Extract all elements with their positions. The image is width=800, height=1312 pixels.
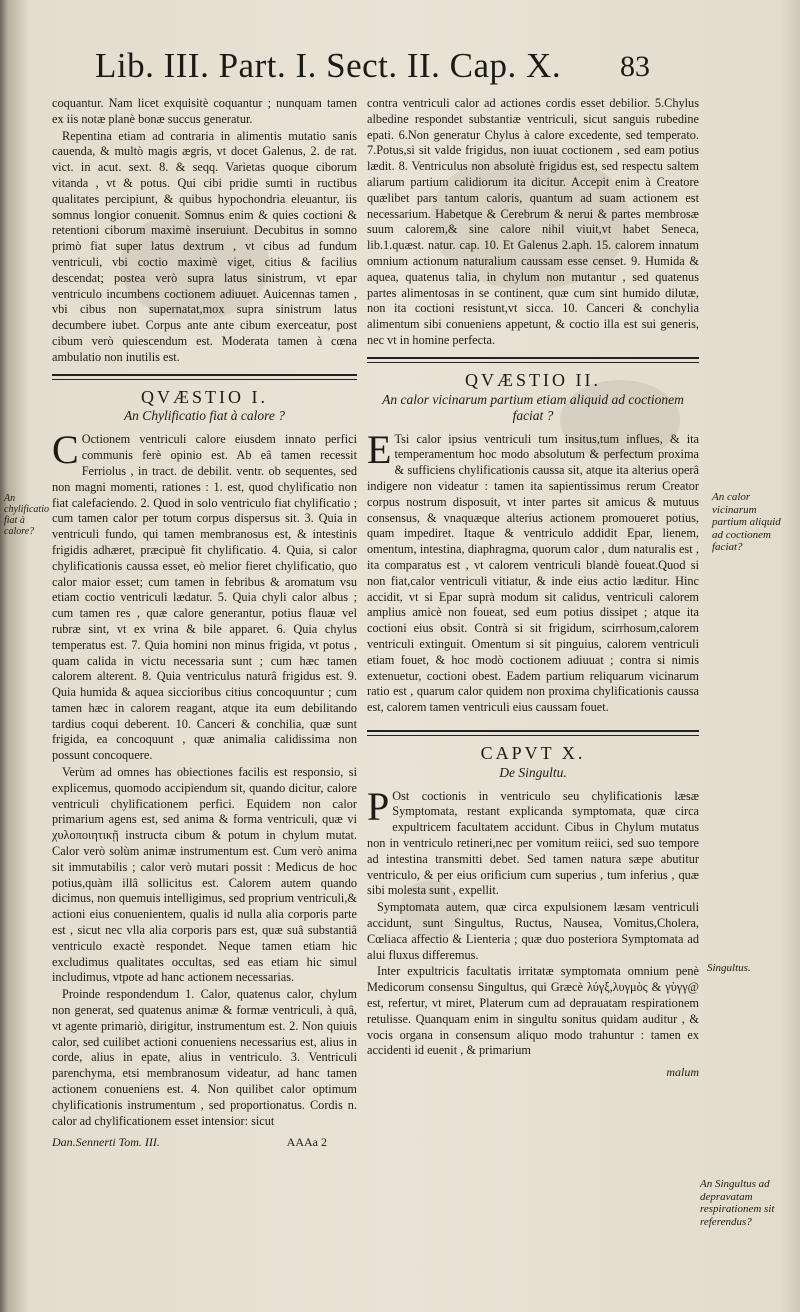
drop-cap: E xyxy=(367,426,392,472)
paragraph: Verùm ad omnes has obiectiones facilis est responsio, si explicemus, quomodo accipiendum sit, quando dicitur, calore ventriculi chylificationem perfici. Equidem non calor primarium agens est, sed anima & forma ventriculi, quæ vi χυλοποιητικῇ instructa cibum & potum in chylum mutat. Calor verò solùm animæ instrumentum est. Cum verò anima sit immutabilis ; calor verò mutari possit : Medicus de hoc potius,quàm illâ sollicitus est. Calorem autem quando dicimus, non quemuis intelligimus, sed proprium ventriculi,& actioni eius conuenientem, qualis id nulla alia corporis parte est , sicut nec vlla alia corporis pars est, quæ suâ substantiâ ventriculo exactè respondet. Neque tamen etiam hic excludimus qualitates occultas, sed eas etiam hic simul includimus, vtpote ad hanc actionem necessarias. xyxy=(52,765,357,985)
section-rule xyxy=(52,374,357,380)
page-footer xyxy=(52,1135,357,1151)
page-footer xyxy=(367,1065,699,1081)
margin-note: An calor vicinarum partium aliquid ad coctionem faciat? xyxy=(712,491,781,553)
paragraph: C Octionem ventriculi calore eiusdem innato perfici communis ferè opinio est. Ab eâ tamen recessit Ferriolus , in tract. de debilit. ventr. ob sequentes, sed non magni momenti, rationes : 1. est, quod chylificatio non fiat calefaciendo. 2. Quod in solo ventriculo fiat chylificatio ; cum tamen calor per totum corpus dispersus sit. 3. Quia in ventriculi fundo, qui tamen membranosus est, & intestinis frigidis adhæret, præcipuè fit chylificatio. 4. Quia, si calor chylificationis caussa esset, eò melior fieret chylificatio, quo calor maior esset; cum tamen in febribus & aromatum vsu etiam coctio ventriculi lædatur. 5. Quia chyli calor albus ; cum tamen res , quæ calore generantur, potius flauæ vel rubræ sint, vt ex vrina & bile apparet. 6. Quia chylus temperatus est. 7. Quia homini non minus frigida, vt potus , quam calida in victu necessaria sunt ; cum hæc tamen calorem alterent. 8. Quia ventriculus naturâ frigidus est. 9. Quia humida & aquea siccioribus citius concoquuntur ; cum tamen hæc in calorem reagant, atque ita eum debilitando tardius coqui deberent. 10. Canceri & conchilia, quæ sunt frigida, ea concoquunt , quæ animalia calidissima non possunt concoquere. xyxy=(52,427,357,763)
left-column xyxy=(52,96,357,1151)
paragraph: contra ventriculi calor ad actiones cordis esset debilior. 5.Chylus albedine respondet substantiæ ventriculi, sicut sanguis rubedine epati. 6.Non generatur Chylus à calore excedente, sed temperato. 7.Potus,si sit valde frigidus, non iuuat coctionem , sed eam potius lædit. 8. Ventriculus non absolutè frigidus est, sed respectu saltem aliarum partium calidiorum ita dicitur. Accepit enim à Creatore quælibet pars tantum caloris, quantum ad suam actionem est necessarium. Habetque & Cerebrum & nerui & partes membrosæ suum calorem,& sine calore nihil viuit,vt habet Seneca, lib.1.quæst. natur. cap. 10. Et Galenus 2.aph. 15. calorem innatum omnium actionum naturalium caussam esse censet. 9. Humida & aquea, quatenus talia, in chylum non mutantur , sed quatenus partes alimentosas in se continent, quæ cum sint humido dilutæ, non ita coctioni resistunt,vt sicca. 10. Canceri & conchylia alimentum sibi conueniens appetunt, & coctio illa est sui generis, nec vt in homine perfecta. xyxy=(367,96,699,347)
paragraph: P Ost coctionis in ventriculo seu chylificationis læsæ Symptomata, restant explicanda symptomata, quæ circa expultricem facultatem accidunt. Cibus in Chylum mutatus non in ventriculo retineri,nec per vomitum reiici, sed suo tempore ad intestina transmitti debet. Sed tamen natura sæpe abutitur ventriculo, & per eius orificium cum superius , tum inferius , quæ sibi molesta sunt , expellit. xyxy=(367,783,699,898)
paragraph: E Tsi calor ipsius ventriculi tum insitus,tum influes, & ita temperamentum hoc modo absolutum & perfectum proxima & sufficiens chylificationis caussa sit, atque ita alterius operâ indigere non videatur : tamen ita sapientissimus rerum Creator corpus nostrum disposuit, vt inter partes sit amicus & mutuus consensus, & vnaquæque alterius actionem promoueret potius, quam impediret. Itaque & ventriculo addidit Epar, lienem, omentum, intestina, diaphragma, quorum calor , dum naturalis est , ita comparatus est , vt calorem ventriculi blandè foueat.Quod si non fiat,calor ventriculi vitiatur, & inde eius actio læditur. Hinc accidit, vt si Epar suprà modum sit calidus, ventriculi calorem amplius amicè non foueat, sed eum potius dissipet ; atque ita coctioni eius obsit. Contrà si sit frigidum, scirrhosum,calorem ventriculi extinguit. Omentum si sit pinguius, calorem ventriculi etiam fouet, & hoc modò coctionem adiuuat ; contra si nimis extenuetur, coctioni obest. Eadem partium reliquarum vicinarum ratio est , quarum calor quidem non proxima chylificationis caussa est, calorem tamen ventriculi eius caussam fouet. xyxy=(367,426,699,715)
question-subheading: An Chylificatio fiat à calore ? xyxy=(123,408,286,424)
margin-note: Singultus. xyxy=(707,962,751,974)
question-heading: QVÆSTIO II. xyxy=(465,369,601,390)
paragraph: Inter expultricis facultatis irritatæ symptomata omnium penè Medicorum consensu Singultus, qui Græcè λύγξ,λυγμὸς & γὺγγ@ est, refertur, vt miret, Platerum cum ad deprauatam respirationem retulisse. Quanquam enim in singultu sonitus quidam auditur , & vocis organa in consensum aliquo modo trahuntur : tamen ex accidenti id euenit , & primarium xyxy=(367,964,699,1058)
section-rule xyxy=(367,730,699,736)
running-head: Lib. III. Part. I. Sect. II. Cap. X. xyxy=(95,46,562,85)
section-rule xyxy=(367,357,699,363)
signature-mark: AAAa 2 xyxy=(286,1135,327,1150)
question-subheading: An calor vicinarum partium etiam aliquid ad coctionem faciat ? xyxy=(382,391,684,423)
page-number: 83 xyxy=(620,50,650,83)
chapter-heading: CAPVT X. xyxy=(480,742,586,763)
drop-cap: P xyxy=(367,783,390,829)
footer-caption: Dan.Sennerti Tom. III. xyxy=(52,1135,160,1150)
margin-note: An chylificatio fiat à calore? xyxy=(4,493,49,537)
paragraph: Symptomata autem, quæ circa expulsionem læsam ventriculi accidunt, sunt Singultus, Ructus, Nausea, Vomitus,Cholera, Cœliaca affectio & Lienteria ; quæ duo posteriora Symptomata ad alui fluxus differemus. xyxy=(367,900,699,962)
right-column xyxy=(367,96,699,1081)
paragraph: Proinde respondendum 1. Calor, quatenus calor, chylum non generat, sed quatenus animæ & formæ ventriculi, à quâ, vt agente primariò, dirigitur, instrumentum est. 2. Non quiuis calor, sed cuilibet actioni conueniens necessarius est, alius in corde, alius in epate, alius in ventriculo. 3. Ventriculi parenchyma, etsi membranosum videatur, ad hanc tamen actionem conueniens est. 4. Non quilibet calor optimum chylificationis instrumentum , sed proportionatus. Cordis n. calor ad chylificationem esset intensior: sicut xyxy=(52,987,357,1128)
paragraph: Repentina etiam ad contraria in alimentis mutatio sanis cauenda, & multò magis ægris, vt docet Galenus, 2. de rat. vict. in acut. sext. 8. & seqq. Varietas quoque ciborum vitanda , vt & potus. Qui cibi pridie sumti in ructibus qualitates percipiunt, & quibus hypochondria eleuantur, iis somnus longior conuenit. Somnus enim & quies coctioni & retentioni ciborum maximè inseruiunt. Decubitus in somno primò fiat super latus dextrum , vt cibus ad fundum ventriculi, vbi coctio maximè viget, citius & facilius descendat; postea verò supra latus sinistrum, vt epar ventriculo incumbens coctionem adiuuet. Auicennas tamen , vbi cibus non supernatat,mox supra sinistrum latus decumbere iubet. Corpus ante ante cibum exerceatur, post cibum verò quiescendum est. Moderata tamen à cœna ambulatio non inutilis est. xyxy=(52,128,357,364)
drop-cap: C xyxy=(52,427,79,473)
catchword: malum xyxy=(666,1065,699,1080)
paragraph: coquantur. Nam licet exquisitè coquantur ; nunquam tamen ex iis notæ planè bonæ succus generatur. xyxy=(52,96,357,126)
chapter-subheading: De Singultu. xyxy=(499,764,567,780)
margin-note: An Singultus ad depravatam respirationem sit referendus? xyxy=(700,1178,775,1228)
question-heading: QVÆSTIO I. xyxy=(141,386,268,407)
